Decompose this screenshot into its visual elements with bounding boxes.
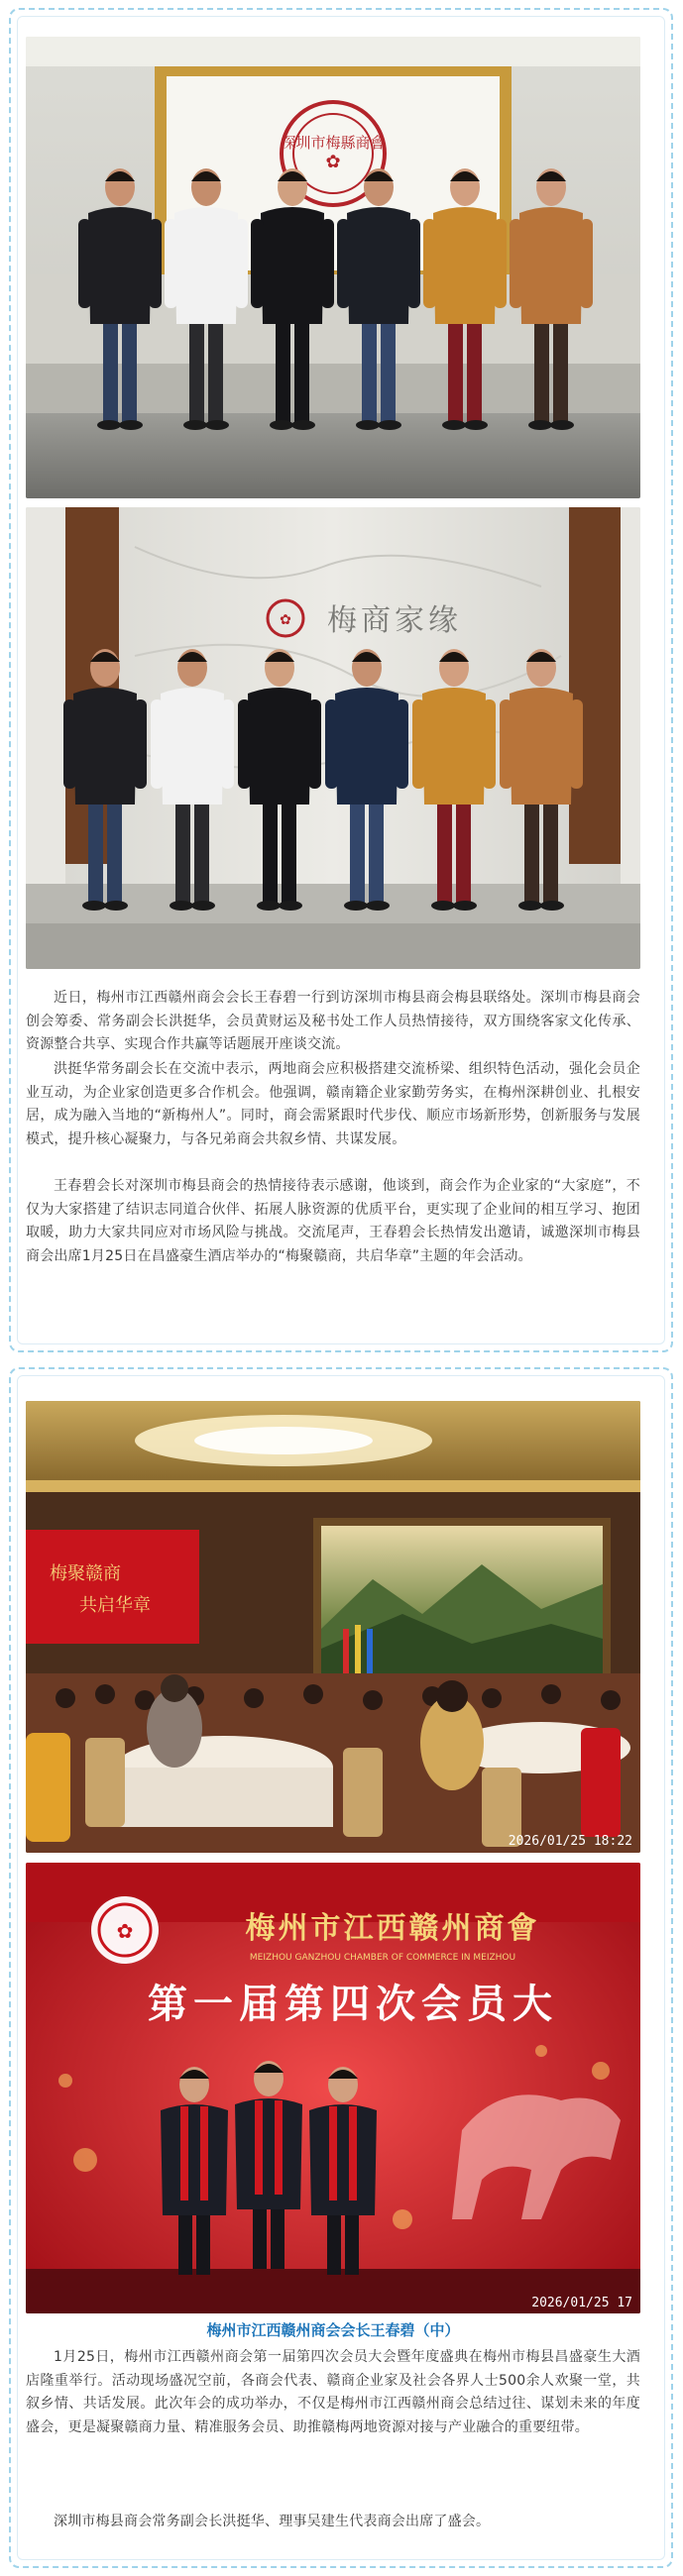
article1-paragraph-1: 近日，梅州市江西赣州商会会长王春碧一行到访深圳市梅县商会梅县联络处。深圳市梅县商会创会筹委、常务副会长洪挺华，会员黄财运及秘书处工作人员热情接待，双方围绕客家文化传承、资源整合共享、实现合作共赢等话题展开座谈交流。 [26, 990, 640, 1052]
article1-paragraph-3: 王春碧会长对深圳市梅县商会的热情接待表示感谢，他谈到，商会作为企业家的“大家庭”，不仅为大家搭建了结识志同道合伙伴、拓展人脉资源的优质平台，更实现了企业间的相互学习、抱团取暖，助力大家共同应对市场风险与挑战。交流尾声，王春碧会长热情发出邀请，诚邀深圳市梅县商会出席1月25日在昌盛豪生酒店举办的“梅聚赣商，共启华章”主题的年会活动。 [26, 1178, 640, 1264]
photo-timestamp: 2026/01/25 17 [531, 2296, 632, 2310]
photo-group-wall-illustration [26, 507, 640, 969]
banner-title: 梅州市江西赣州商會 [245, 1911, 540, 1946]
svg-text:✿: ✿ [325, 152, 341, 172]
banner-subtitle: MEIZHOU GANZHOU CHAMBER OF COMMERCE IN MEIZHOU [249, 1953, 516, 1963]
banner-event-title: 第一届第四次会员大 [148, 1981, 558, 2027]
article2-paragraph-2: 深圳市梅县商会常务副会长洪挺华、理事吴建生代表商会出席了盛会。 [54, 2514, 491, 2529]
screen-text-1: 梅聚赣商 [50, 1563, 121, 1584]
photo-caption: 梅州市江西赣州商会会长王春碧（中） [206, 2321, 460, 2339]
photo-banquet-hall-illustration [26, 1401, 640, 1853]
svg-text:✿: ✿ [280, 612, 291, 628]
photo-group-lobby [26, 37, 640, 498]
photo-timestamp: 2026/01/25 18:22 [508, 1834, 632, 1849]
article2-paragraph-1: 1月25日，梅州市江西赣州商会第一届第四次会员大会暨年度盛典在梅州市梅县昌盛豪生大酒店隆重举行。活动现场盛况空前，各商会代表、赣商企业家及社会各界人士500余人欢聚一堂，共叙乡情、共话发展。此次年会的成功举办，不仅是梅州市江西赣州商会总结过往、谋划未来的年度盛会，更是凝聚赣商力量、精准服务会员、助推赣梅两地资源对接与产业融合的重要纽带。 [26, 2349, 640, 2435]
article1-paragraph-2: 洪挺华常务副会长在交流中表示，两地商会应积极搭建交流桥梁、组织特色活动，强化会员企业互动，为企业家创造更多合作机会。他强调，赣南籍企业家勤劳务实，在梅州深耕创业、扎根安居，成为融入当地的“新梅州人”。同时，商会需紧跟时代步伐、顺应市场新形势，创新服务与发展模式，提升核心凝聚力，与各兄弟商会共叙乡情、共谋发展。 [26, 1061, 640, 1147]
lobby-logo-text: 深圳市梅縣商會 [281, 134, 386, 152]
photo-stage-president-illustration [26, 1863, 640, 2313]
photo-stage-president [26, 1863, 640, 2313]
wall-calligraphy-text: 梅商家缘 [327, 603, 462, 638]
photo-banquet-hall [26, 1401, 640, 1853]
svg-text:✿: ✿ [116, 1919, 134, 1943]
photo-group-lobby-illustration [26, 37, 640, 498]
photo-group-wall [26, 507, 640, 969]
screen-text-2: 共启华章 [79, 1595, 151, 1616]
